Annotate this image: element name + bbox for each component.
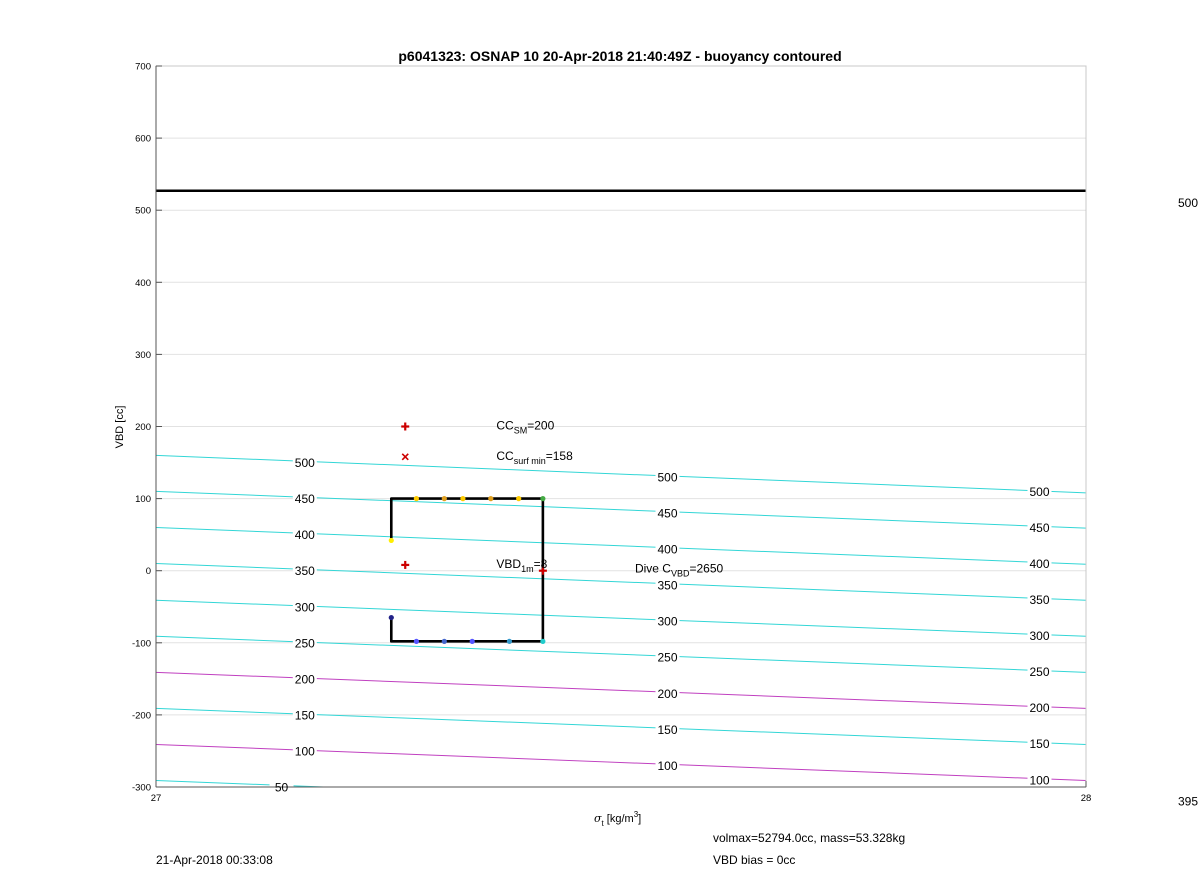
- contour-label: 450: [657, 506, 678, 521]
- volmax-mass-text: volmax=52794.0cc, mass=53.328kg: [713, 831, 906, 845]
- contour-label: 250: [657, 650, 678, 665]
- contour-label: 450: [1029, 520, 1050, 535]
- x-tick-label: 27: [150, 793, 162, 804]
- annotation: [635, 561, 724, 578]
- contour-label: 150: [1029, 737, 1050, 752]
- text-layer: [114, 48, 1198, 828]
- contour-label: 450: [294, 492, 315, 507]
- annotation-sub: SM: [513, 425, 528, 436]
- annotation-tail: =2650: [689, 561, 724, 576]
- contour-label: 500: [294, 456, 315, 471]
- annotation-main: CC: [496, 418, 514, 433]
- contour-label: 350: [294, 564, 315, 579]
- contour-label: 100: [657, 758, 678, 773]
- annotation-tail: =158: [545, 448, 573, 463]
- annotation-sub: VBD: [670, 568, 690, 579]
- trace-point: [414, 496, 419, 501]
- contour-label: 200: [1029, 701, 1050, 716]
- trace-point: [389, 538, 394, 543]
- contour-label: 400: [657, 542, 678, 557]
- plus-marker: [401, 561, 409, 569]
- contour-label: 200: [294, 672, 315, 687]
- annotation-tail: =8: [533, 556, 548, 571]
- trace-point: [516, 496, 521, 501]
- x-axis-symbol: σ: [594, 812, 602, 825]
- contour-label: 250: [1029, 665, 1050, 680]
- trace-point: [414, 639, 419, 644]
- y-tick-label: 200: [135, 422, 151, 433]
- y-tick-label: -200: [131, 710, 151, 722]
- trace-point: [389, 615, 394, 620]
- contour-label: 300: [1029, 629, 1050, 644]
- timestamp-text: 21-Apr-2018 00:33:08: [156, 853, 273, 867]
- annotation: [496, 419, 554, 436]
- right-side-label: 500: [1177, 195, 1198, 210]
- cross-marker: [402, 454, 408, 460]
- trace-point: [488, 496, 493, 501]
- y-tick-label: 300: [135, 349, 151, 361]
- contour-label: 400: [1029, 556, 1050, 571]
- contour-label: 350: [657, 578, 678, 593]
- trace-point: [442, 639, 447, 644]
- trace-point: [460, 496, 465, 501]
- x-axis-subscript: t: [601, 819, 604, 828]
- annotation-sub: 1m: [521, 563, 534, 574]
- x-axis-units: [kg/m: [603, 813, 634, 825]
- contour-label: 100: [294, 744, 315, 759]
- plus-marker: [401, 423, 409, 431]
- contour-label: 150: [657, 722, 678, 737]
- y-tick-label: 500: [135, 205, 151, 217]
- contour-label: 100: [1029, 773, 1050, 788]
- grid-layer: [156, 138, 1086, 715]
- chart-title: p6041323: OSNAP 10 20-Apr-2018 21:40:49Z - buoyancy contoured: [398, 48, 842, 64]
- annotation-main: VBD: [496, 556, 522, 571]
- y-tick-label: -300: [131, 782, 151, 794]
- annotation-tail: =200: [527, 418, 555, 433]
- contour-label: 300: [294, 600, 315, 615]
- y-tick-label: 600: [135, 133, 151, 145]
- annotation-main: Dive C: [634, 561, 671, 576]
- trace-point: [507, 639, 512, 644]
- contour-label: 500: [657, 470, 678, 485]
- y-tick-label: 400: [135, 277, 151, 289]
- contour-line-50: [156, 781, 323, 787]
- x-axis-exponent: 3: [633, 810, 639, 819]
- x-axis-label: [594, 810, 641, 828]
- trace-point: [442, 496, 447, 501]
- annotation-main: CC: [496, 448, 514, 463]
- contour-label: 350: [1029, 593, 1050, 608]
- y-tick-label: 700: [135, 61, 151, 73]
- contour-label: 150: [294, 708, 315, 723]
- y-tick-label: 0: [145, 566, 151, 578]
- contour-label: 50: [274, 780, 289, 795]
- contour-label: 200: [657, 686, 678, 701]
- vbd-bias-text: VBD bias = 0cc: [713, 853, 796, 867]
- x-tick-label: 28: [1080, 793, 1092, 804]
- trace-point: [540, 496, 545, 501]
- contour-label: 300: [657, 614, 678, 629]
- x-axis-close: ]: [638, 813, 642, 825]
- trace-point: [540, 639, 545, 644]
- annotation: [496, 449, 573, 466]
- y-axis-label: VBD [cc]: [114, 405, 126, 449]
- right-side-label: 395: [1177, 794, 1198, 809]
- y-tick-label: -100: [131, 638, 151, 650]
- y-tick-label: 100: [135, 494, 151, 506]
- contour-label: 250: [294, 636, 315, 651]
- trace-point: [470, 639, 475, 644]
- annotation-sub: surf min: [513, 455, 546, 466]
- contour-label: 400: [294, 528, 315, 543]
- contour-label: 500: [1029, 484, 1050, 499]
